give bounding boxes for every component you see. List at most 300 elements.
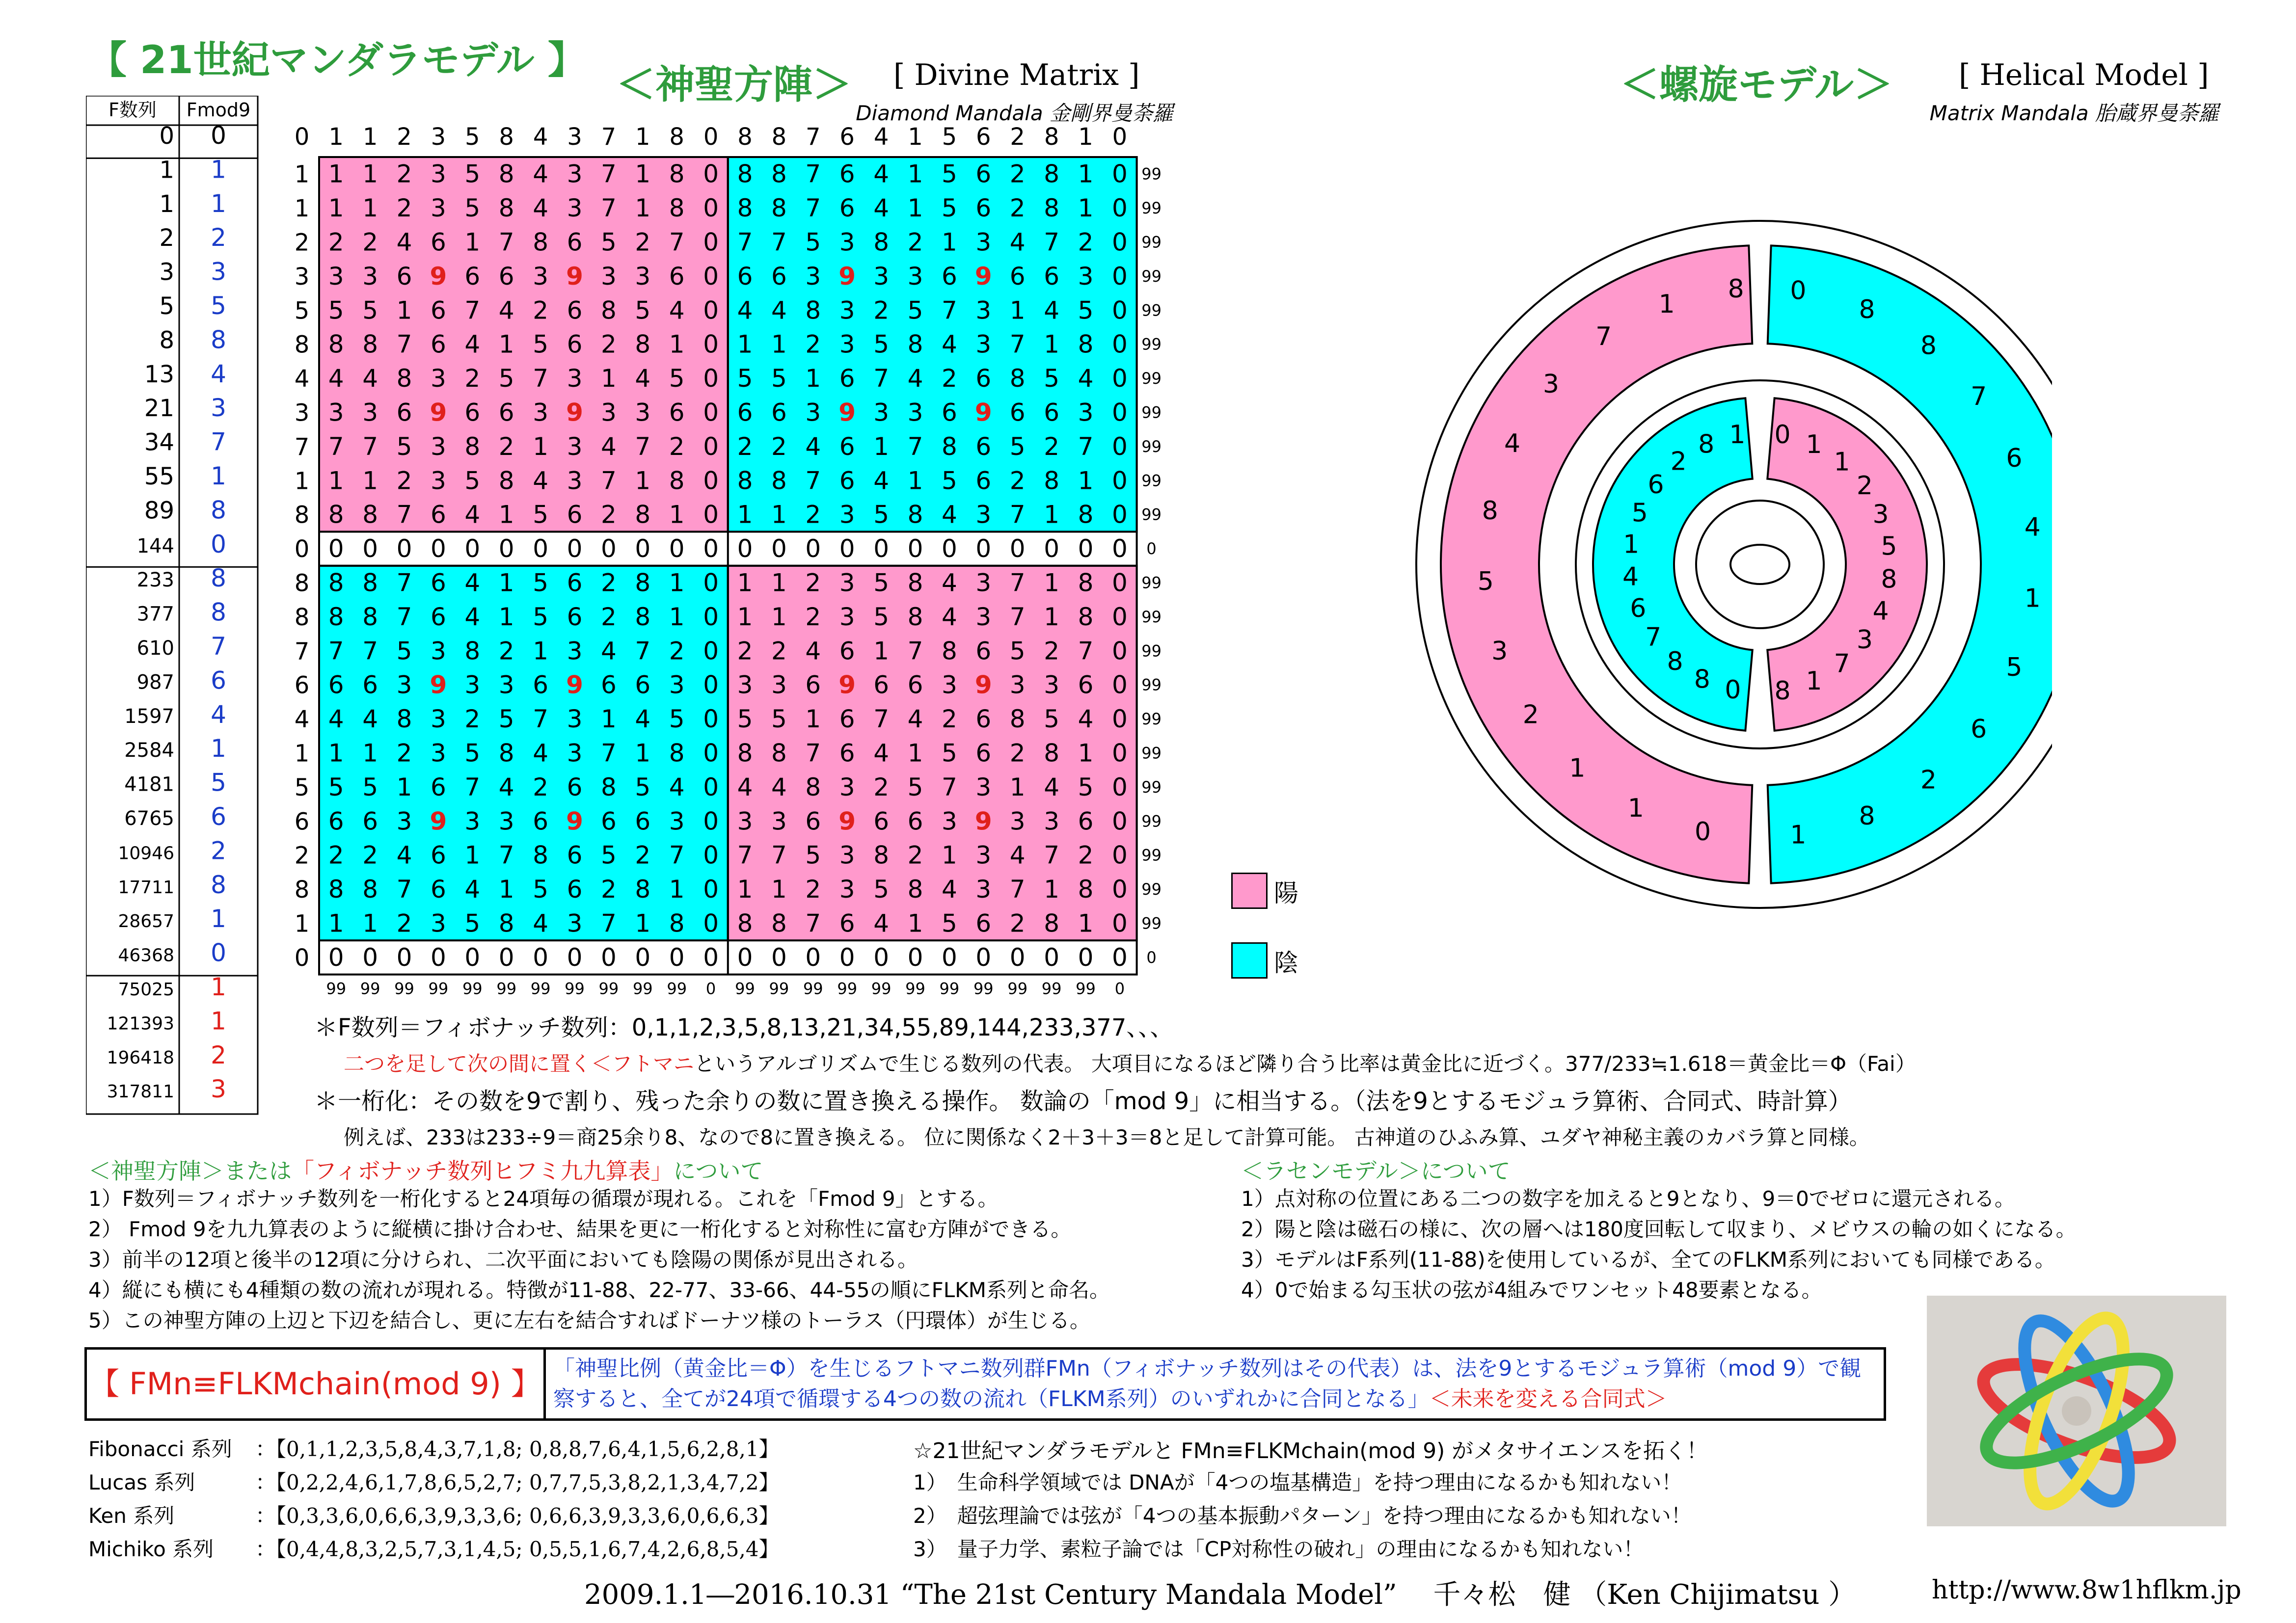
matrix-cell: 5 xyxy=(362,772,378,801)
fmod9-value: 3 xyxy=(211,394,226,423)
matrix-cell: 8 xyxy=(1044,160,1060,188)
matrix-cell: 7 xyxy=(873,705,890,734)
matrix-cell: 4 xyxy=(464,500,481,529)
matrix-cell: 3 xyxy=(600,398,617,427)
matrix-cell: 3 xyxy=(1078,262,1094,291)
matrix-cell: 2 xyxy=(328,228,344,257)
matrix-cell: 5 xyxy=(464,909,481,938)
fmod9-value: 5 xyxy=(211,768,226,797)
matrix-header-digit: 5 xyxy=(942,125,957,151)
matrix-cell: 3 xyxy=(839,500,855,529)
matrix-header-digit: 6 xyxy=(976,125,991,151)
matrix-cell: 8 xyxy=(1044,466,1060,495)
matrix-cell: 5 xyxy=(396,432,412,461)
matrix-row-digit: 2 xyxy=(294,229,310,257)
matrix-cell: 3 xyxy=(669,670,685,699)
matrix-cell: 0 xyxy=(1111,466,1128,495)
matrix-cell: 8 xyxy=(737,194,753,223)
matrix-header-digit: 4 xyxy=(873,125,889,151)
matrix-cell: 6 xyxy=(396,398,412,427)
matrix-cell: 2 xyxy=(1044,432,1060,461)
matrix-cell: 8 xyxy=(533,228,549,257)
matrix-cell: 8 xyxy=(362,330,378,359)
helix-inner-right-digit: 3 xyxy=(1872,500,1889,530)
matrix-cell: 2 xyxy=(805,330,821,359)
matrix-cell: 8 xyxy=(600,296,617,325)
matrix-cell: 2 xyxy=(396,466,412,495)
matrix-cell: 0 xyxy=(703,500,719,529)
helix-outer-left-digit: 3 xyxy=(1542,369,1560,399)
matrix-cell: 1 xyxy=(498,568,514,597)
matrix-cell: 6 xyxy=(1078,670,1094,699)
matrix-cell: 5 xyxy=(771,705,787,734)
matrix-cell: 7 xyxy=(600,909,617,938)
matrix-cell: 6 xyxy=(839,160,855,188)
matrix-cell: 0 xyxy=(839,943,855,972)
matrix-cell: 0 xyxy=(430,943,446,972)
helix-outer-left-digit: 0 xyxy=(1695,817,1711,847)
matrix-row-digit: 1 xyxy=(294,195,310,223)
matrix-cell: 3 xyxy=(567,364,583,393)
matrix-cell: 9 xyxy=(566,262,583,291)
matrix-cell: 5 xyxy=(533,330,549,359)
fib-value: 46368 xyxy=(118,945,174,966)
fmod9-value: 1 xyxy=(211,1007,226,1036)
fib-value: 10946 xyxy=(118,843,174,864)
matrix-cell: 3 xyxy=(430,637,446,665)
matrix-cell: 8 xyxy=(328,875,344,904)
matrix-cell: 4 xyxy=(941,500,957,529)
matrix-cell: 3 xyxy=(567,739,583,768)
matrix-cell: 0 xyxy=(533,943,549,972)
matrix-cell: 1 xyxy=(737,602,753,631)
matrix-cell: 3 xyxy=(567,194,583,223)
matrix-bottom-label: 99 xyxy=(394,979,414,998)
matrix-cell: 8 xyxy=(635,330,651,359)
matrix-row-digit: 1 xyxy=(294,467,310,495)
matrix-cell: 1 xyxy=(533,432,549,461)
matrix-cell: 3 xyxy=(975,602,992,631)
matrix-cell: 0 xyxy=(839,534,855,563)
matrix-cell: 0 xyxy=(805,943,821,972)
matrix-cell: 1 xyxy=(1009,296,1026,325)
matrix-cell: 4 xyxy=(328,705,344,734)
matrix-cell: 4 xyxy=(873,739,890,768)
matrix-bottom-label: 99 xyxy=(428,979,449,998)
matrix-cell: 4 xyxy=(533,739,549,768)
matrix-cell: 1 xyxy=(1044,875,1060,904)
matrix-header-digit: 7 xyxy=(601,125,617,151)
matrix-cell: 0 xyxy=(703,432,719,461)
matrix-cell: 5 xyxy=(1044,705,1060,734)
matrix-bottom-label: 99 xyxy=(769,979,789,998)
rasen-section-item: 3）モデルはF系列(11-88)を使用しているが、全てのFLKM系列においても同様である。 xyxy=(1241,1248,2055,1272)
matrix-cell: 0 xyxy=(1078,534,1094,563)
digit-reduce-note: ＊一桁化：その数を9で割り、残った余りの数に置き換える操作。 数論の「mod 9」に相当する。（法を9とするモジュラ算術、合同式、時計算） xyxy=(314,1088,1852,1115)
matrix-cell: 7 xyxy=(533,705,549,734)
matrix-cell: 6 xyxy=(567,228,583,257)
main-title: 【 21世紀マンダラモデル 】 xyxy=(88,38,586,82)
matrix-cell: 5 xyxy=(498,364,514,393)
fmn-text: 「神聖比例（黄金比＝Φ）を生じるフトマニ数列群FMn（フィボナッチ数列はその代表）は、法を9とするモジュラ算術（mod 9）で観察すると、全てが24項で循環する4つの数の流れ（FLKM系列）のいずれかに合同となる」＜未来を変える合同式＞ xyxy=(553,1356,1862,1411)
matrix-cell: 1 xyxy=(600,364,617,393)
matrix-cell: 0 xyxy=(703,398,719,427)
matrix-cell: 0 xyxy=(703,194,719,223)
matrix-row-digit: 0 xyxy=(294,535,310,563)
meta-science-title: ☆21世紀マンダラモデルと FMn≡FLKMchain(mod 9) がメタサイエンスを拓く！ xyxy=(913,1438,1708,1463)
matrix-bottom-label: 99 xyxy=(496,979,517,998)
matrix-cell: 5 xyxy=(464,739,481,768)
matrix-row-digit: 8 xyxy=(294,603,310,631)
helix-outer-left-digit: 3 xyxy=(1491,636,1508,666)
matrix-cell: 6 xyxy=(907,807,923,836)
matrix-cell: 3 xyxy=(975,228,992,257)
matrix-cell: 0 xyxy=(328,943,344,972)
matrix-cell: 0 xyxy=(1111,262,1128,291)
matrix-cell: 0 xyxy=(941,534,957,563)
matrix-cell: 6 xyxy=(805,807,821,836)
series-name: Michiko 系列 xyxy=(88,1537,214,1561)
matrix-cell: 9 xyxy=(974,807,992,836)
fmod9-value: 2 xyxy=(211,223,226,252)
matrix-cell: 1 xyxy=(737,330,753,359)
matrix-cell: 8 xyxy=(362,875,378,904)
matrix-cell: 0 xyxy=(1111,875,1128,904)
matrix-header-digit: 0 xyxy=(1112,125,1128,151)
matrix-cell: 8 xyxy=(771,194,787,223)
matrix-cell: 3 xyxy=(669,807,685,836)
matrix-cell: 5 xyxy=(1078,296,1094,325)
matrix-cell: 1 xyxy=(498,330,514,359)
matrix-cell: 4 xyxy=(1044,296,1060,325)
matrix-cell: 8 xyxy=(669,739,685,768)
fib-value: 89 xyxy=(144,497,174,525)
helix-inner-left-digit: 2 xyxy=(1670,447,1687,477)
matrix-side-label: 99 xyxy=(1141,403,1162,422)
matrix-cell: 3 xyxy=(941,670,957,699)
matrix-cell: 6 xyxy=(839,705,855,734)
matrix-cell: 1 xyxy=(464,841,481,870)
matrix-cell: 1 xyxy=(498,602,514,631)
matrix-cell: 7 xyxy=(396,568,412,597)
helix-outer-left-digit: 7 xyxy=(1595,322,1612,352)
matrix-cell: 5 xyxy=(464,466,481,495)
fib-value: 377 xyxy=(136,603,174,626)
fibonacci-table xyxy=(86,96,263,1117)
matrix-header-digit: 4 xyxy=(533,125,548,151)
matrix-cell: 6 xyxy=(975,637,992,665)
matrix-cell: 4 xyxy=(362,364,378,393)
matrix-cell: 3 xyxy=(839,568,855,597)
helix-inner-left-digit: 1 xyxy=(1623,530,1640,559)
matrix-cell: 4 xyxy=(464,568,481,597)
matrix-cell: 1 xyxy=(771,568,787,597)
helix-inner-left-digit: 7 xyxy=(1645,622,1662,652)
helix-inner-right-digit: 5 xyxy=(1881,532,1897,561)
matrix-header-digit: 1 xyxy=(362,125,378,151)
matrix-side-label: 0 xyxy=(1146,948,1157,967)
matrix-cell: 2 xyxy=(1009,160,1026,188)
matrix-cell: 1 xyxy=(635,909,651,938)
matrix-cell: 2 xyxy=(669,637,685,665)
matrix-section-item: 2） Fmod 9を九九算表のように縦横に掛け合わせ、結果を更に一桁化すると対称性に富む方陣ができる。 xyxy=(88,1217,1072,1241)
matrix-cell: 0 xyxy=(873,534,890,563)
matrix-cell: 3 xyxy=(975,500,992,529)
matrix-cell: 8 xyxy=(669,909,685,938)
matrix-cell: 5 xyxy=(873,330,890,359)
matrix-header-digit: 5 xyxy=(465,125,480,151)
fmod9-value: 8 xyxy=(211,598,226,627)
matrix-cell: 2 xyxy=(805,875,821,904)
matrix-cell: 4 xyxy=(669,296,685,325)
matrix-cell: 4 xyxy=(464,602,481,631)
helix-inner-left-digit: 8 xyxy=(1667,646,1683,676)
matrix-cell: 2 xyxy=(498,432,514,461)
fib-value: 55 xyxy=(144,463,174,490)
matrix-bottom-label: 99 xyxy=(973,979,994,998)
matrix-cell: 2 xyxy=(771,637,787,665)
matrix-cell: 9 xyxy=(566,670,583,699)
matrix-cell: 0 xyxy=(669,534,685,563)
matrix-cell: 6 xyxy=(498,262,514,291)
matrix-cell: 2 xyxy=(907,228,923,257)
fmod9-value: 7 xyxy=(211,427,226,456)
matrix-header-digit: 0 xyxy=(294,125,310,151)
matrix-cell: 7 xyxy=(907,432,923,461)
helix-subtitle: [ Helical Model ] xyxy=(1959,58,2209,92)
matrix-cell: 0 xyxy=(771,943,787,972)
rasen-section-item: 1）点対称の位置にある二つの数字を加えると9となり、9＝0でゼロに還元される。 xyxy=(1241,1187,2015,1211)
matrix-cell: 0 xyxy=(1111,807,1128,836)
matrix-cell: 7 xyxy=(873,364,890,393)
fmod9-value: 8 xyxy=(211,870,226,899)
matrix-cell: 5 xyxy=(737,705,753,734)
matrix-cell: 2 xyxy=(1009,909,1026,938)
helix-inner-left-digit: 1 xyxy=(1729,420,1746,450)
matrix-cell: 7 xyxy=(805,160,821,188)
matrix-cell: 8 xyxy=(771,160,787,188)
matrix-cell: 1 xyxy=(362,194,378,223)
matrix-cell: 3 xyxy=(430,739,446,768)
matrix-cell: 9 xyxy=(974,398,992,427)
series-values: ：【0,2,2,4,6,1,7,8,6,5,2,7; 0,7,7,5,3,8,2,1,3,4,7,2】 xyxy=(255,1470,780,1494)
matrix-bottom-label: 99 xyxy=(598,979,619,998)
matrix-cell: 2 xyxy=(1009,194,1026,223)
fmod9-value: 7 xyxy=(211,632,226,661)
matrix-cell: 4 xyxy=(941,568,957,597)
matrix-cell: 2 xyxy=(805,568,821,597)
matrix-bottom-label: 99 xyxy=(939,979,960,998)
matrix-cell: 3 xyxy=(941,807,957,836)
matrix-cell: 4 xyxy=(533,160,549,188)
fmod9-value: 5 xyxy=(211,292,226,320)
matrix-cell: 8 xyxy=(737,466,753,495)
matrix-side-label: 99 xyxy=(1141,846,1162,865)
fmod9-value: 3 xyxy=(211,1075,226,1104)
matrix-cell: 1 xyxy=(533,637,549,665)
matrix-cell: 3 xyxy=(533,398,549,427)
matrix-cell: 2 xyxy=(635,228,651,257)
matrix-cell: 8 xyxy=(907,568,923,597)
matrix-cell: 3 xyxy=(805,398,821,427)
matrix-cell: 9 xyxy=(566,807,583,836)
matrix-cell: 5 xyxy=(600,228,617,257)
helix-inner-left-digit: 6 xyxy=(1648,470,1664,500)
matrix-bottom-label: 99 xyxy=(530,979,551,998)
matrix-cell: 2 xyxy=(873,772,890,801)
matrix-cell: 0 xyxy=(1111,160,1128,188)
matrix-cell: 3 xyxy=(600,262,617,291)
matrix-cell: 4 xyxy=(737,296,753,325)
matrix-cell: 6 xyxy=(567,841,583,870)
helix-inner-right-digit: 0 xyxy=(1774,420,1791,450)
matrix-cell: 3 xyxy=(975,330,992,359)
matrix-cell: 3 xyxy=(498,670,514,699)
matrix-cell: 7 xyxy=(1078,432,1094,461)
matrix-cell: 1 xyxy=(873,432,890,461)
matrix-cell: 8 xyxy=(737,739,753,768)
matrix-cell: 8 xyxy=(1078,602,1094,631)
matrix-cell: 1 xyxy=(1044,602,1060,631)
matrix-cell: 8 xyxy=(805,296,821,325)
matrix-cell: 0 xyxy=(669,943,685,972)
matrix-cell: 3 xyxy=(737,807,753,836)
footer-credit: 2009.1.1―2016.10.31 “The 21st Century Mandala Model” 千々松 健 （Ken Chijimatsu ） xyxy=(584,1579,1856,1611)
helix-inner-left-digit: 4 xyxy=(1622,562,1639,592)
matrix-bottom-label: 99 xyxy=(1041,979,1062,998)
matrix-cell: 1 xyxy=(873,637,890,665)
matrix-cell: 1 xyxy=(498,500,514,529)
matrix-cell: 2 xyxy=(941,364,957,393)
matrix-row-digit: 7 xyxy=(294,638,310,665)
matrix-cell: 8 xyxy=(737,909,753,938)
matrix-cell: 8 xyxy=(873,841,890,870)
matrix-cell: 1 xyxy=(362,909,378,938)
series-row xyxy=(88,1466,780,1496)
series-row xyxy=(88,1433,780,1463)
matrix-cell: 5 xyxy=(737,364,753,393)
matrix-cell: 3 xyxy=(839,841,855,870)
matrix-cell: 1 xyxy=(771,875,787,904)
matrix-cell: 0 xyxy=(703,296,719,325)
matrix-cell: 1 xyxy=(362,739,378,768)
matrix-row-digit: 1 xyxy=(294,160,310,188)
matrix-cell: 7 xyxy=(396,602,412,631)
matrix-cell: 5 xyxy=(873,568,890,597)
fib-value: 3 xyxy=(159,258,174,286)
matrix-cell: 6 xyxy=(975,364,992,393)
matrix-cell: 1 xyxy=(669,568,685,597)
fmod9-value: 0 xyxy=(211,530,226,559)
matrix-cell: 1 xyxy=(328,466,344,495)
matrix-cell: 0 xyxy=(703,466,719,495)
matrix-cell: 1 xyxy=(771,330,787,359)
helix-outer-left-digit: 1 xyxy=(1569,753,1586,783)
matrix-row-digit: 6 xyxy=(294,808,310,836)
matrix-cell: 0 xyxy=(600,943,617,972)
matrix-row-digit: 6 xyxy=(294,671,310,699)
matrix-cell: 0 xyxy=(635,943,651,972)
matrix-cell: 7 xyxy=(600,739,617,768)
matrix-cell: 7 xyxy=(635,432,651,461)
matrix-cell: 7 xyxy=(635,637,651,665)
matrix-cell: 5 xyxy=(941,160,957,188)
helix-outer-left-digit: 8 xyxy=(1482,496,1498,526)
footer-url[interactable]: http://www.8w1hflkm.jp xyxy=(1932,1575,2242,1605)
matrix-cell: 9 xyxy=(430,262,447,291)
fib-value: 2584 xyxy=(124,739,174,762)
matrix-cell: 6 xyxy=(567,330,583,359)
matrix-cell: 3 xyxy=(635,398,651,427)
matrix-cell: 4 xyxy=(533,194,549,223)
fmod9-value: 8 xyxy=(211,564,226,593)
matrix-cell: 6 xyxy=(737,398,753,427)
fib-value: 13 xyxy=(144,360,174,388)
matrix-cell: 1 xyxy=(805,705,821,734)
matrix-bottom-label: 99 xyxy=(905,979,925,998)
fib-value: 121393 xyxy=(107,1013,174,1034)
matrix-bottom-label: 99 xyxy=(565,979,585,998)
matrix-cell: 1 xyxy=(635,466,651,495)
matrix-cell: 3 xyxy=(533,262,549,291)
matrix-cell: 8 xyxy=(941,637,957,665)
matrix-side-label: 99 xyxy=(1141,369,1162,388)
matrix-subtitle: [ Divine Matrix ] xyxy=(893,58,1140,92)
matrix-cell: 1 xyxy=(669,330,685,359)
matrix-cell: 1 xyxy=(396,296,412,325)
matrix-cell: 6 xyxy=(873,670,890,699)
matrix-cell: 1 xyxy=(907,909,923,938)
matrix-cell: 0 xyxy=(328,534,344,563)
helix-outer-right-digit: 1 xyxy=(1790,820,1807,850)
matrix-cell: 5 xyxy=(396,637,412,665)
matrix-cell: 1 xyxy=(1078,466,1094,495)
matrix-cell: 0 xyxy=(941,943,957,972)
helix-outer-left-digit: 8 xyxy=(1728,274,1744,304)
matrix-cell: 9 xyxy=(838,262,856,291)
matrix-cell: 3 xyxy=(362,262,378,291)
series-name: Ken 系列 xyxy=(88,1504,175,1528)
matrix-cell: 4 xyxy=(533,466,549,495)
matrix-cell: 3 xyxy=(839,602,855,631)
matrix-cell: 4 xyxy=(328,364,344,393)
matrix-cell: 8 xyxy=(498,160,514,188)
matrix-cell: 5 xyxy=(533,500,549,529)
matrix-cell: 7 xyxy=(805,194,821,223)
matrix-cell: 6 xyxy=(430,296,446,325)
matrix-cell: 0 xyxy=(703,739,719,768)
matrix-cell: 1 xyxy=(1078,160,1094,188)
matrix-cell: 2 xyxy=(1009,739,1026,768)
matrix-bottom-label: 99 xyxy=(1076,979,1096,998)
matrix-cell: 2 xyxy=(396,739,412,768)
matrix-cell: 2 xyxy=(737,432,753,461)
matrix-cell: 1 xyxy=(907,160,923,188)
matrix-cell: 0 xyxy=(703,330,719,359)
helix-inner-right-digit: 1 xyxy=(1834,447,1850,477)
matrix-cell: 1 xyxy=(941,841,957,870)
matrix-cell: 5 xyxy=(533,602,549,631)
matrix-cell: 1 xyxy=(635,739,651,768)
fmod9-value: 1 xyxy=(211,189,226,218)
matrix-cell: 2 xyxy=(805,500,821,529)
meta-science-item: 3） 量子力学、素粒子論では「CP対称性の破れ」の理由になるかも知れない！ xyxy=(913,1537,1644,1561)
matrix-cell: 7 xyxy=(737,841,753,870)
matrix-cell: 8 xyxy=(362,500,378,529)
matrix-cell: 8 xyxy=(328,330,344,359)
matrix-cell: 7 xyxy=(669,841,685,870)
matrix-cell: 5 xyxy=(805,228,821,257)
